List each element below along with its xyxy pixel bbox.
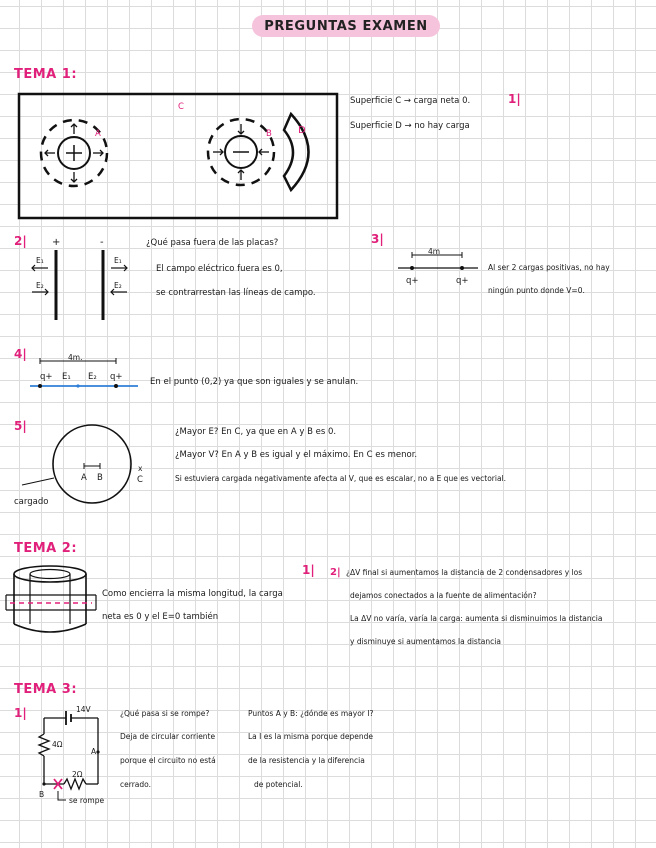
tema3-answer-3: cerrado. [120,780,151,789]
q3-charge-left: q+ [406,276,419,286]
tema3-heading: TEMA 3: [14,682,78,697]
tema2-q2-line-3: La ΔV no varía, varía la carga: aumenta si disminuimos la distancia [350,614,603,623]
q4-answer: En el punto (0,2) ya que son iguales y se anulan. [150,377,359,387]
plate-minus: - [100,237,104,248]
tema2-q2-line-2: dejamos conectados a la fuente de alimentación? [350,591,537,600]
tema1-note-2: Superficie D → no hay carga [350,121,470,131]
tema3-answer-2: porque el circuito no está [120,756,216,765]
q2-answer-1: El campo eléctrico fuera es 0, [156,264,283,274]
q3-answer-1: Al ser 2 cargas positivas, no hay [488,263,610,272]
circuit-node-b: B [39,790,45,799]
circuit-r1: 4Ω [52,740,63,749]
q5-point-b: B [97,473,103,483]
tema1-marker: 1| [508,92,521,106]
tema1-note-1: Superficie C → carga neta 0. [350,96,471,106]
tema3-q1-number: 1| [14,706,27,720]
tema2-marker: 1| [302,563,315,577]
q4-e2: E₂ [88,372,97,382]
tema3-points-4: de potencial. [254,780,303,789]
q5-point-a: A [81,473,87,483]
e1-left: E₁ [36,256,44,265]
q4-charge-left: q+ [40,372,53,382]
e1-right: E₁ [114,256,122,265]
tema2-q1-line-2: neta es 0 y el E=0 también [102,612,219,622]
tema3-answer-1: Deja de circular corriente [120,732,216,741]
q5-point-c: C [137,475,143,485]
q3-answer-2: ningún punto donde V=0. [488,286,585,295]
q2-answer-2: se contrarrestan las líneas de campo. [156,288,316,298]
e2-right: E₂ [114,281,122,290]
q4-number: 4| [14,347,27,361]
q5-number: 5| [14,419,27,433]
label-d: D [298,125,306,136]
tema1-heading: TEMA 1: [14,67,78,82]
circuit-voltage: 14V [76,705,91,714]
label-a: A [95,129,101,139]
tema3-question: ¿Qué pasa si se rompe? [120,709,210,718]
q5-x-mark: x [138,464,143,473]
page-title: PREGUNTAS EXAMEN [264,19,428,34]
circuit-r2: 2Ω [72,770,83,779]
tema3-points-1: Puntos A y B: ¿dónde es mayor I? [248,709,374,718]
q5-line-3: Si estuviera cargada negativamente afecta al V, que es escalar, no a E que es vectorial. [175,474,507,483]
q4-distance: 4m. [68,353,83,362]
tema3-points-2: La I es la misma porque depende [248,732,373,741]
tema2-q1-line-1: Como encierra la misma longitud, la carga [102,589,283,599]
tema2-q2-number: 2| [330,567,341,578]
q5-line-2: ¿Mayor V? En A y B es igual y el máximo. En C es menor. [175,450,418,460]
label-c: C [178,102,184,112]
tema2-q2-line-4: y disminuye si aumentamos la distancia [350,637,501,646]
tema3-points-3: de la resistencia y la diferencia [248,756,365,765]
tema2-heading: TEMA 2: [14,541,78,556]
label-b: B [266,129,272,139]
tema2-q2-line-1: ¿ΔV final si aumentamos la distancia de 2 condensadores y los [346,568,583,577]
q3-number: 3| [371,232,384,246]
circuit-node-a: A [91,747,97,756]
q4-charge-right: q+ [110,372,123,382]
q5-cargado: cargado [14,497,49,507]
q5-line-1: ¿Mayor E? En C, ya que en A y B es 0. [175,427,337,437]
q4-e1: E₁ [62,372,71,382]
q3-distance: 4m [428,247,441,256]
q3-charge-right: q+ [456,276,469,286]
circuit-se-rompe: se rompe [69,796,105,805]
e2-left: E₂ [36,281,44,290]
q2-question: ¿Qué pasa fuera de las placas? [146,238,279,248]
plate-plus: + [52,237,61,248]
q2-number: 2| [14,234,27,248]
